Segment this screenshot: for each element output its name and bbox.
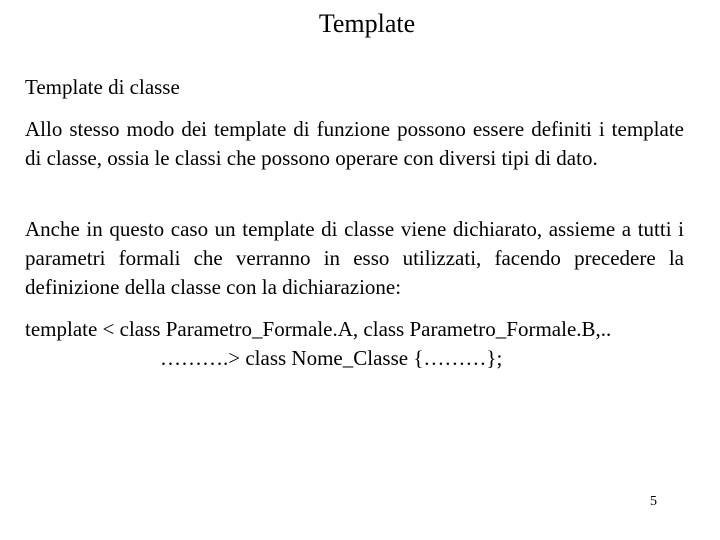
paragraph-intro: Allo stesso modo dei template di funzione possono essere definiti i template di classe, ossia le classi che possono operare con diversi tipi di dato. — [25, 117, 684, 170]
code-line-template-header: template < class Parametro_Formale.A, class Parametro_Formale.B,.. — [25, 317, 612, 341]
page-number: 5 — [650, 494, 657, 509]
paragraph-declaration: Anche in questo caso un template di classe viene dichiarato, assieme a tutti i parametri formali che verranno in esso utilizzati, facendo precedere la definizione della classe con la dichiarazione: — [25, 217, 684, 299]
slide-subtitle: Template di classe — [25, 75, 180, 99]
slide-title: Template — [318, 9, 416, 38]
code-line-class-declaration: ……….> class Nome_Classe {………}; — [160, 346, 503, 370]
